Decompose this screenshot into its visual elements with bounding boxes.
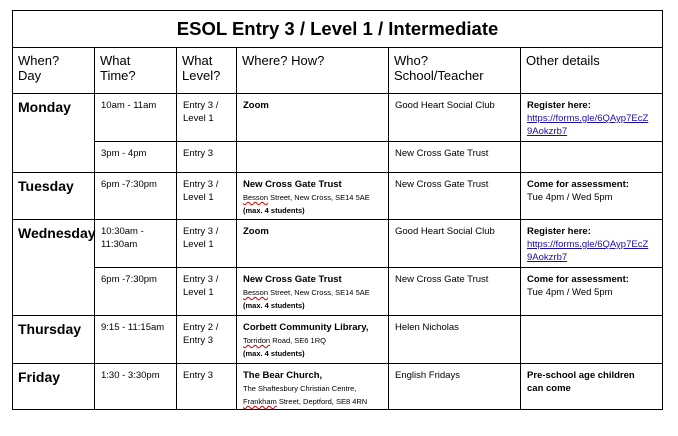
header-day: When? Day — [13, 48, 95, 94]
register-link[interactable]: https://forms.gle/6QAyp7EcZ 9Aokzrb7 — [527, 239, 649, 263]
table-row — [13, 364, 663, 410]
header-where: Where? How? — [237, 48, 389, 94]
who-cell: New Cross Gate Trust — [389, 173, 521, 220]
level-cell: Entry 3 — [177, 364, 237, 410]
where-cell: Zoom — [237, 220, 389, 268]
level-cell: Entry 3 / Level 1 — [177, 220, 237, 268]
who-cell: New Cross Gate Trust — [389, 268, 521, 316]
day-friday: Friday — [13, 364, 95, 410]
where-cell: Corbett Community Library, Torridon Road, SE6 1RQ (max. 4 students) — [237, 316, 389, 364]
where-cell: The Bear Church, The Shaftesbury Christian Centre, Frankham Street, Deptford, SE8 4RN — [237, 364, 389, 410]
other-cell: Come for assessment: Tue 4pm / Wed 5pm — [521, 268, 663, 316]
level-cell: Entry 2 / Entry 3 — [177, 316, 237, 364]
time-cell: 1:30 - 3:30pm — [95, 364, 177, 410]
who-cell: Good Heart Social Club — [389, 220, 521, 268]
day-monday: Monday — [13, 94, 95, 173]
day-tuesday: Tuesday — [13, 173, 95, 220]
other-cell — [521, 220, 663, 268]
register-link[interactable]: https://forms.gle/6QAyp7EcZ 9Aokzrb7 — [527, 113, 649, 137]
table-row — [13, 316, 663, 364]
level-cell: Entry 3 / Level 1 — [177, 94, 237, 142]
level-cell: Entry 3 — [177, 142, 237, 173]
where-cell: Zoom — [237, 94, 389, 142]
other-cell: Come for assessment: Tue 4pm / Wed 5pm — [521, 173, 663, 220]
time-cell: 6pm -7:30pm — [95, 268, 177, 316]
time-cell: 10am - 11am — [95, 94, 177, 142]
where-cell: New Cross Gate Trust Besson Street, New Cross, SE14 5AE (max. 4 students) — [237, 268, 389, 316]
header-who: Who? School/Teacher — [389, 48, 521, 94]
time-cell: 9:15 - 11:15am — [95, 316, 177, 364]
time-cell: 10:30am - 11:30am — [95, 220, 177, 268]
register-label: Register here: — [527, 100, 591, 111]
day-wednesday: Wednesday — [13, 220, 95, 316]
table-row — [13, 94, 663, 142]
level-cell: Entry 3 / Level 1 — [177, 268, 237, 316]
who-cell: English Fridays — [389, 364, 521, 410]
other-cell — [521, 94, 663, 142]
level-cell: Entry 3 / Level 1 — [177, 173, 237, 220]
other-cell — [521, 316, 663, 364]
header-level: What Level? — [177, 48, 237, 94]
where-cell — [237, 142, 389, 173]
time-cell: 6pm -7:30pm — [95, 173, 177, 220]
schedule-table — [12, 10, 663, 410]
other-cell: Pre-school age children can come — [521, 364, 663, 410]
table-row — [13, 142, 663, 173]
table-row — [13, 268, 663, 316]
time-cell: 3pm - 4pm — [95, 142, 177, 173]
day-thursday: Thursday — [13, 316, 95, 364]
table-row — [13, 173, 663, 220]
schedule-document — [12, 10, 662, 410]
register-label: Register here: — [527, 226, 591, 237]
who-cell: Good Heart Social Club — [389, 94, 521, 142]
header-time: What Time? — [95, 48, 177, 94]
other-cell — [521, 142, 663, 173]
header-row — [13, 48, 663, 94]
table-row — [13, 220, 663, 268]
table-title: ESOL Entry 3 / Level 1 / Intermediate — [13, 11, 663, 48]
who-cell: Helen Nicholas — [389, 316, 521, 364]
who-cell: New Cross Gate Trust — [389, 142, 521, 173]
header-other: Other details — [521, 48, 663, 94]
where-cell: New Cross Gate Trust Besson Street, New Cross, SE14 5AE (max. 4 students) — [237, 173, 389, 220]
